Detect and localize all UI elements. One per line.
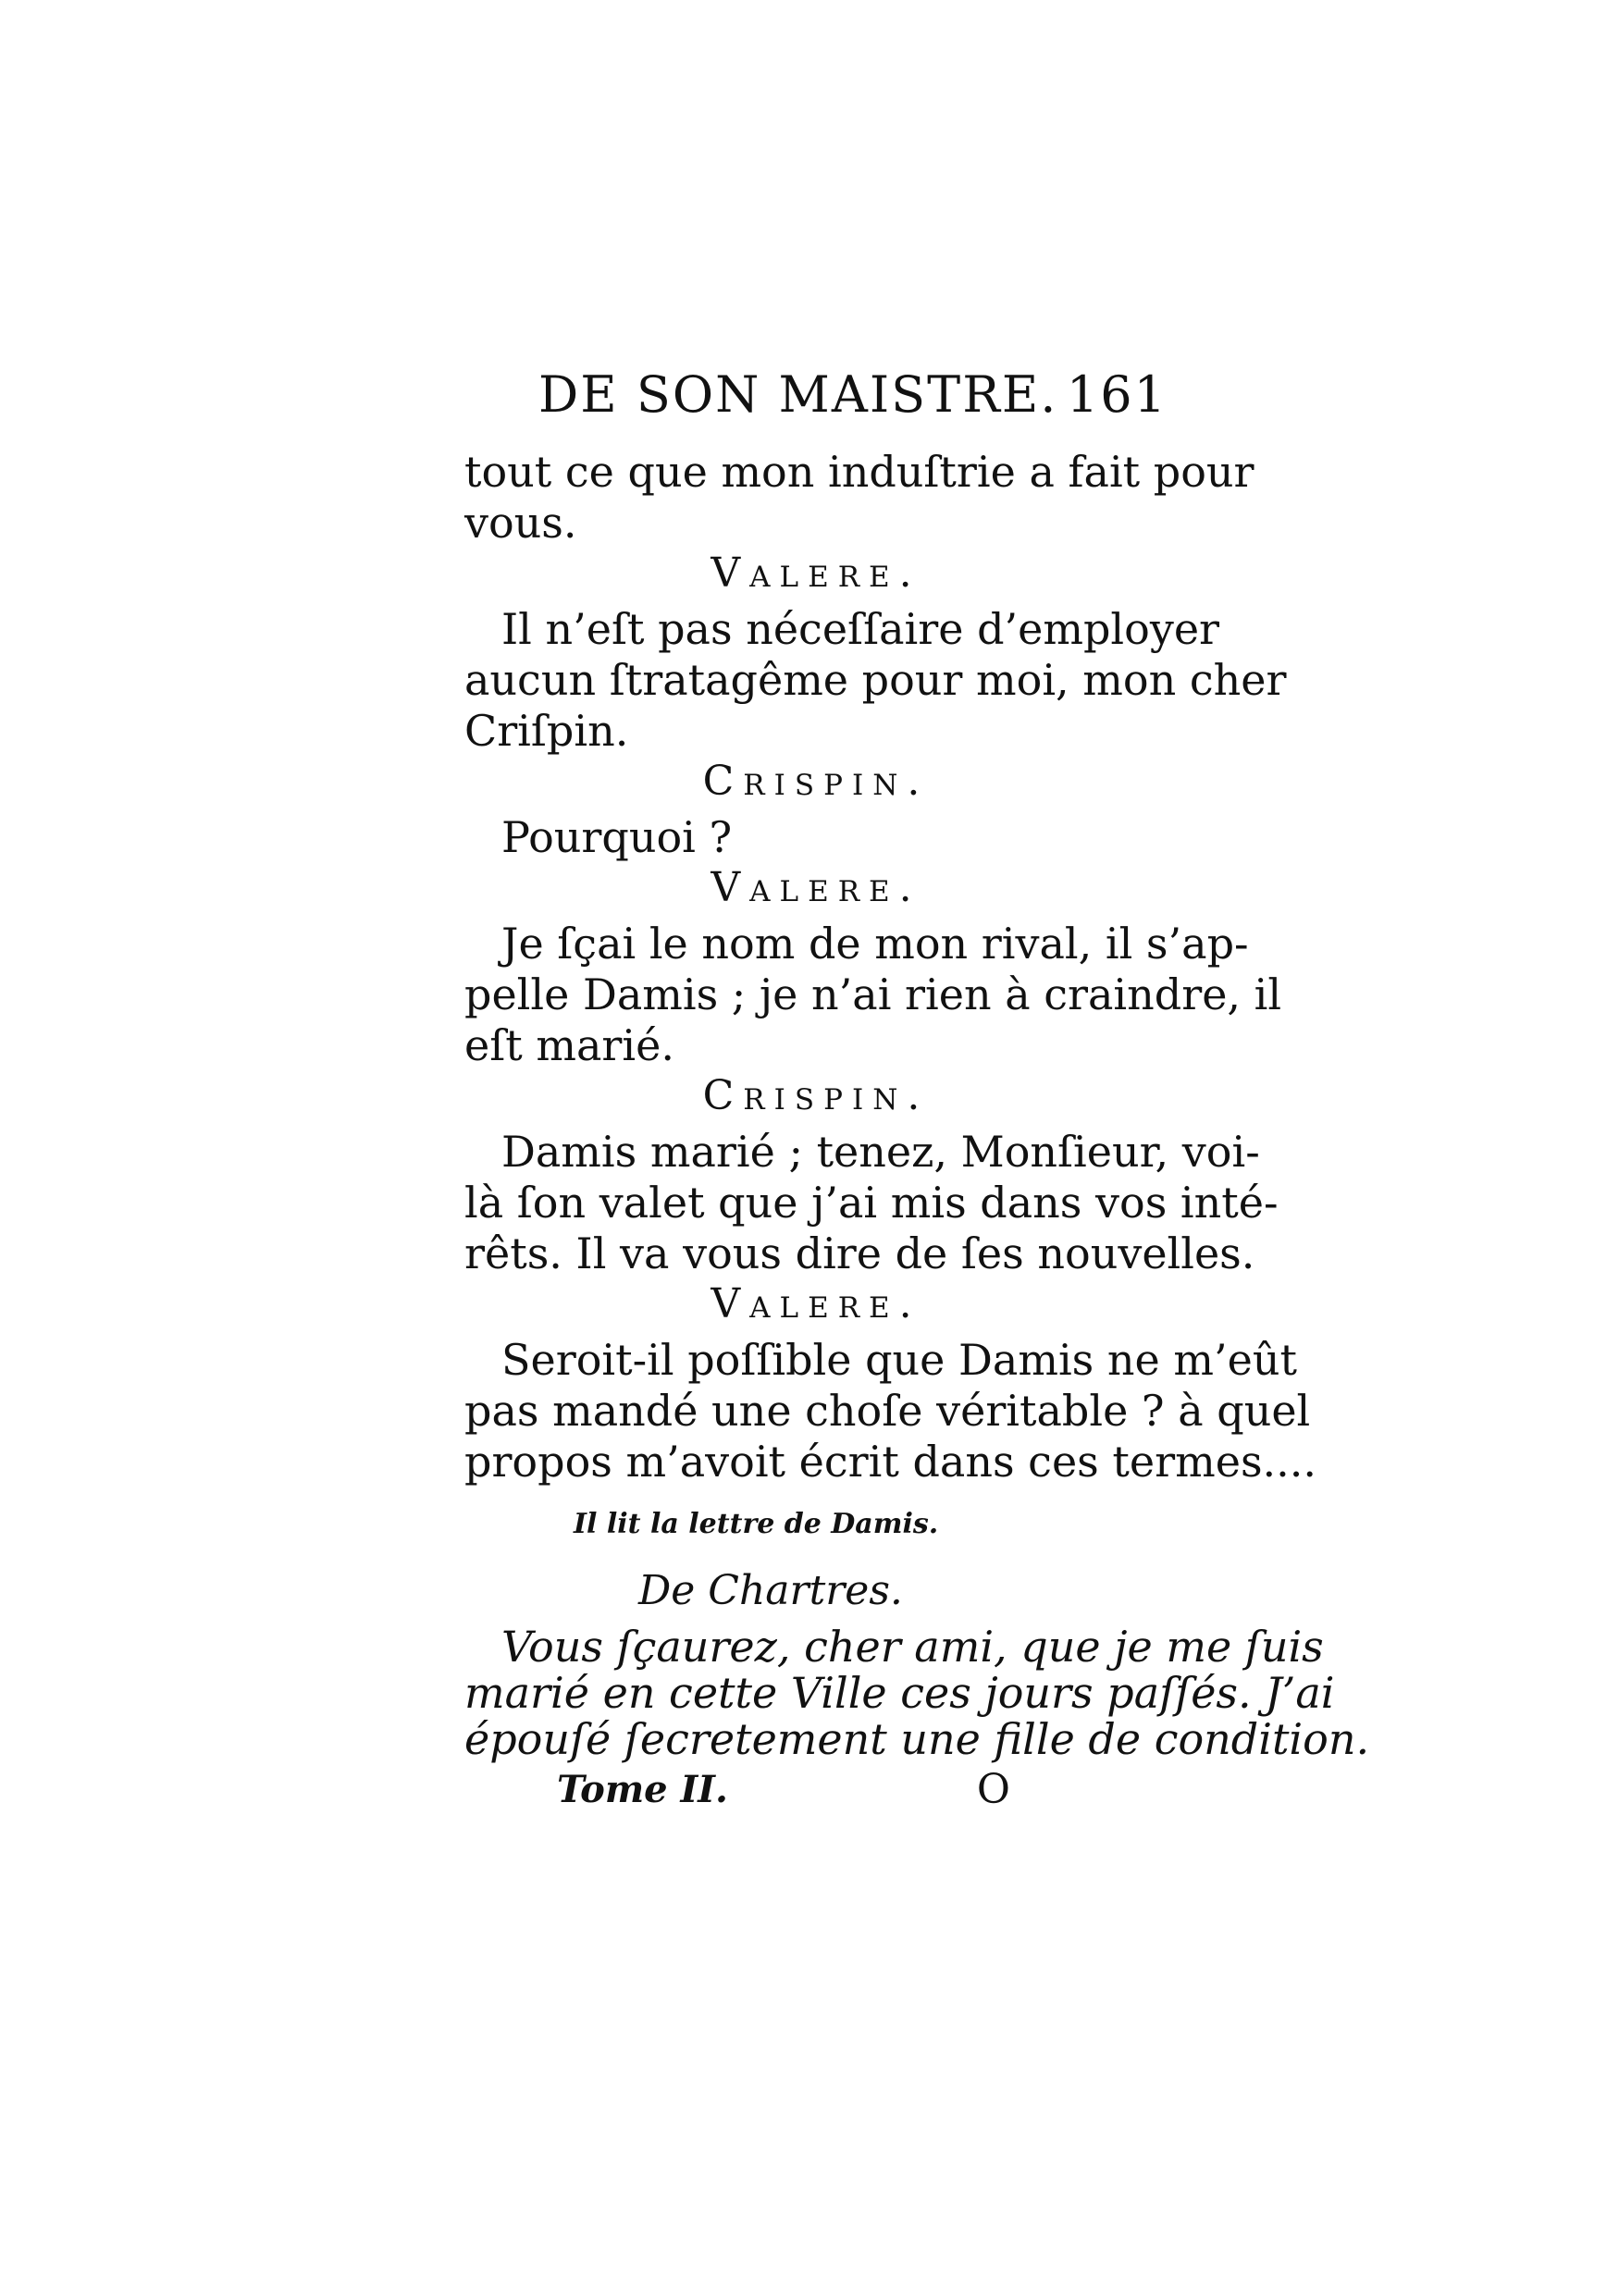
text-line: Il n’eſt pas néceſſaire d’employer	[501, 604, 1220, 654]
speaker-name: Crispin.	[702, 758, 930, 805]
text-line: eſt marié.	[464, 1020, 674, 1070]
letter-place: De Chartres.	[638, 1567, 903, 1614]
text-line: aucun ſtratagême pour moi, mon cher	[464, 655, 1287, 705]
text-line: pas mandé une choſe véritable ? à quel	[464, 1386, 1311, 1436]
speaker-name: Valere.	[711, 1280, 921, 1327]
page-footer	[464, 1762, 1168, 1818]
stage-direction: Il lit la lettre de Damis.	[574, 1508, 939, 1540]
text-line: là ſon valet que j’ai mis dans vos inté-	[464, 1178, 1279, 1228]
speaker-name: Valere.	[711, 864, 921, 911]
text-line: rêts. Il va vous dire de ſes nouvelles.	[464, 1228, 1255, 1278]
text-line: Damis marié ; tenez, Monſieur, voi-	[501, 1127, 1260, 1177]
signature-mark: O	[976, 1766, 1010, 1813]
page-header	[464, 363, 1168, 427]
letter-line: Vous ſçaurez, cher ami, que je me ſuis	[501, 1622, 1324, 1672]
running-title: DE SON MAISTRE.	[538, 365, 1058, 424]
text-line: vous.	[464, 498, 577, 548]
text-line: tout ce que mon induſtrie a fait pour	[464, 447, 1254, 497]
speaker-name: Crispin.	[702, 1072, 930, 1119]
text-line: Pourquoi ?	[501, 812, 733, 862]
letter-line: marié en cette Ville ces jours paſſés. J’ai	[464, 1668, 1335, 1718]
letter-line: épouſé ſecretement une fille de condition.	[464, 1714, 1370, 1764]
text-line: Seroit-il poſſible que Damis ne m’eût	[501, 1335, 1297, 1385]
text-line: pelle Damis ; je n’ai rien à craindre, il	[464, 969, 1282, 1019]
text-line: propos m’avoit écrit dans ces termes....	[464, 1437, 1317, 1487]
page-number: 161	[1066, 365, 1168, 424]
text-line: Je ſçai le nom de mon rival, il s’ap-	[501, 919, 1249, 969]
volume-mark: Tome II.	[557, 1768, 728, 1811]
text-line: Criſpin.	[464, 706, 629, 756]
speaker-name: Valere.	[711, 549, 921, 597]
